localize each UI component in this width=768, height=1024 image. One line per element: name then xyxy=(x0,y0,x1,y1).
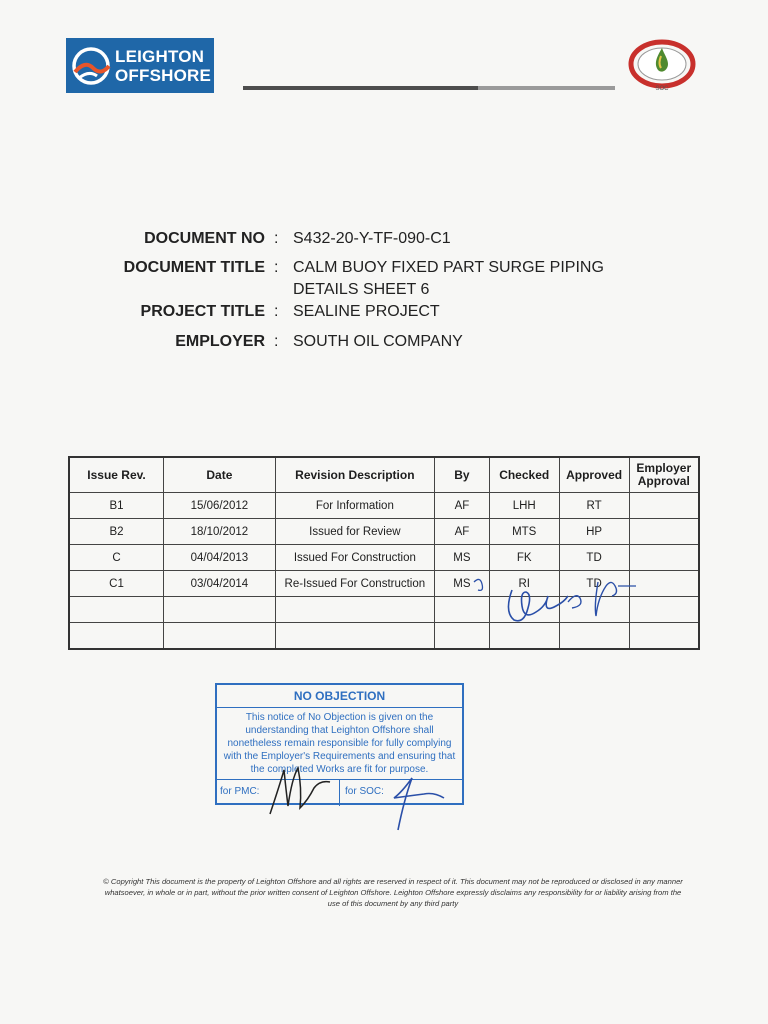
cell-employer-approval xyxy=(629,545,699,571)
project-title-value: SEALINE PROJECT xyxy=(293,303,440,320)
cell-approved xyxy=(559,623,629,650)
cell-date: 18/10/2012 xyxy=(164,519,276,545)
cell-checked: RI xyxy=(489,571,559,597)
cell-approved: HP xyxy=(559,519,629,545)
cell-rev: C1 xyxy=(69,571,164,597)
cell-date: 03/04/2014 xyxy=(164,571,276,597)
cell-approved: TD xyxy=(559,545,629,571)
cell-description: Issued for Review xyxy=(275,519,434,545)
stamp-title: NO OBJECTION xyxy=(293,689,386,703)
cell-employer-approval xyxy=(629,571,699,597)
cell-by: AF xyxy=(435,519,490,545)
cell-date: 04/04/2013 xyxy=(164,545,276,571)
svg-text:SOC: SOC xyxy=(655,86,669,92)
project-title-colon: : xyxy=(274,303,279,320)
logo-line2: OFFSHORE xyxy=(115,65,212,85)
cell-approved: RT xyxy=(559,493,629,519)
cell-description: Re-Issued For Construction xyxy=(275,571,434,597)
leighton-logo-icon xyxy=(71,46,111,86)
table-row xyxy=(69,623,699,650)
no-objection-stamp xyxy=(215,683,464,805)
cell-description xyxy=(275,597,434,623)
cell-date: 15/06/2012 xyxy=(164,493,276,519)
cell-date xyxy=(164,597,276,623)
cell-employer-approval xyxy=(629,597,699,623)
stamp-pmc-label: for PMC: xyxy=(220,786,260,797)
soc-logo xyxy=(628,34,698,92)
document-no-label: DOCUMENT NO xyxy=(144,230,265,247)
cell-checked xyxy=(489,597,559,623)
cell-employer-approval xyxy=(629,623,699,650)
table-row xyxy=(69,493,699,519)
document-title-value: CALM BUOY FIXED PART SURGE PIPING xyxy=(293,259,604,276)
document-no-colon: : xyxy=(274,230,279,247)
header-approved: Approved xyxy=(559,457,629,493)
cell-checked: FK xyxy=(489,545,559,571)
table-row xyxy=(69,571,699,597)
header-revision-description: Revision Description xyxy=(275,457,434,493)
cell-description xyxy=(275,623,434,650)
stamp-title-divider xyxy=(217,707,462,708)
cell-checked: MTS xyxy=(489,519,559,545)
header-issue-rev: Issue Rev. xyxy=(69,457,164,493)
document-title-colon: : xyxy=(274,259,279,276)
cell-date xyxy=(164,623,276,650)
cell-rev xyxy=(69,597,164,623)
document-title-value-line2: DETAILS SHEET 6 xyxy=(293,281,430,298)
cell-rev xyxy=(69,623,164,650)
project-title-label: PROJECT TITLE xyxy=(140,303,265,320)
cell-approved: TD xyxy=(559,571,629,597)
cell-employer-approval xyxy=(629,519,699,545)
header-date: Date xyxy=(164,457,276,493)
employer-colon: : xyxy=(274,333,279,350)
cell-rev: B1 xyxy=(69,493,164,519)
stamp-soc-label: for SOC: xyxy=(345,786,384,797)
stamp-signature-row xyxy=(217,779,462,806)
cell-rev: C xyxy=(69,545,164,571)
employer-label: EMPLOYER xyxy=(175,333,265,350)
cell-by: MS xyxy=(435,545,490,571)
cell-by xyxy=(435,623,490,650)
stamp-divider xyxy=(339,780,340,806)
copyright-notice: © Copyright This document is the property of Leighton Offshore and all rights are reserved in respect of it. This document may not be reproduced or disclosed in any manner whatsoever, in whole or in part, without the prior written consent of Leighton Offshore. Leighton Offshore expressly disclaims any responsibility for or liability arising from the use of this document by any third party xyxy=(103,877,683,908)
revision-table-header xyxy=(69,457,699,493)
cell-checked xyxy=(489,623,559,650)
cell-employer-approval xyxy=(629,493,699,519)
header-checked: Checked xyxy=(489,457,559,493)
document-title-label: DOCUMENT TITLE xyxy=(123,259,265,276)
logo-line1: LEIGHTON xyxy=(115,46,205,66)
cell-checked: LHH xyxy=(489,493,559,519)
document-no-value: S432-20-Y-TF-090-C1 xyxy=(293,230,451,247)
table-row xyxy=(69,597,699,623)
cell-by xyxy=(435,597,490,623)
table-row xyxy=(69,519,699,545)
stamp-body: This notice of No Objection is given on the understanding that Leighton Offshore shall nonetheless remain responsible for fully complying with the Employer's Requirements and ensuring that the completed Works are fit for purpose. xyxy=(223,712,456,775)
cell-approved xyxy=(559,597,629,623)
employer-value: SOUTH OIL COMPANY xyxy=(293,333,463,350)
cell-by: AF xyxy=(435,493,490,519)
cell-description: Issued For Construction xyxy=(275,545,434,571)
revision-table xyxy=(68,456,700,650)
header-by: By xyxy=(435,457,490,493)
cell-description: For Information xyxy=(275,493,434,519)
header-rule-light xyxy=(478,86,615,90)
leighton-offshore-logo xyxy=(66,38,214,93)
cell-by: MS xyxy=(435,571,490,597)
cell-rev: B2 xyxy=(69,519,164,545)
header-employer-approval: Employer Approval xyxy=(629,457,699,493)
table-row xyxy=(69,545,699,571)
